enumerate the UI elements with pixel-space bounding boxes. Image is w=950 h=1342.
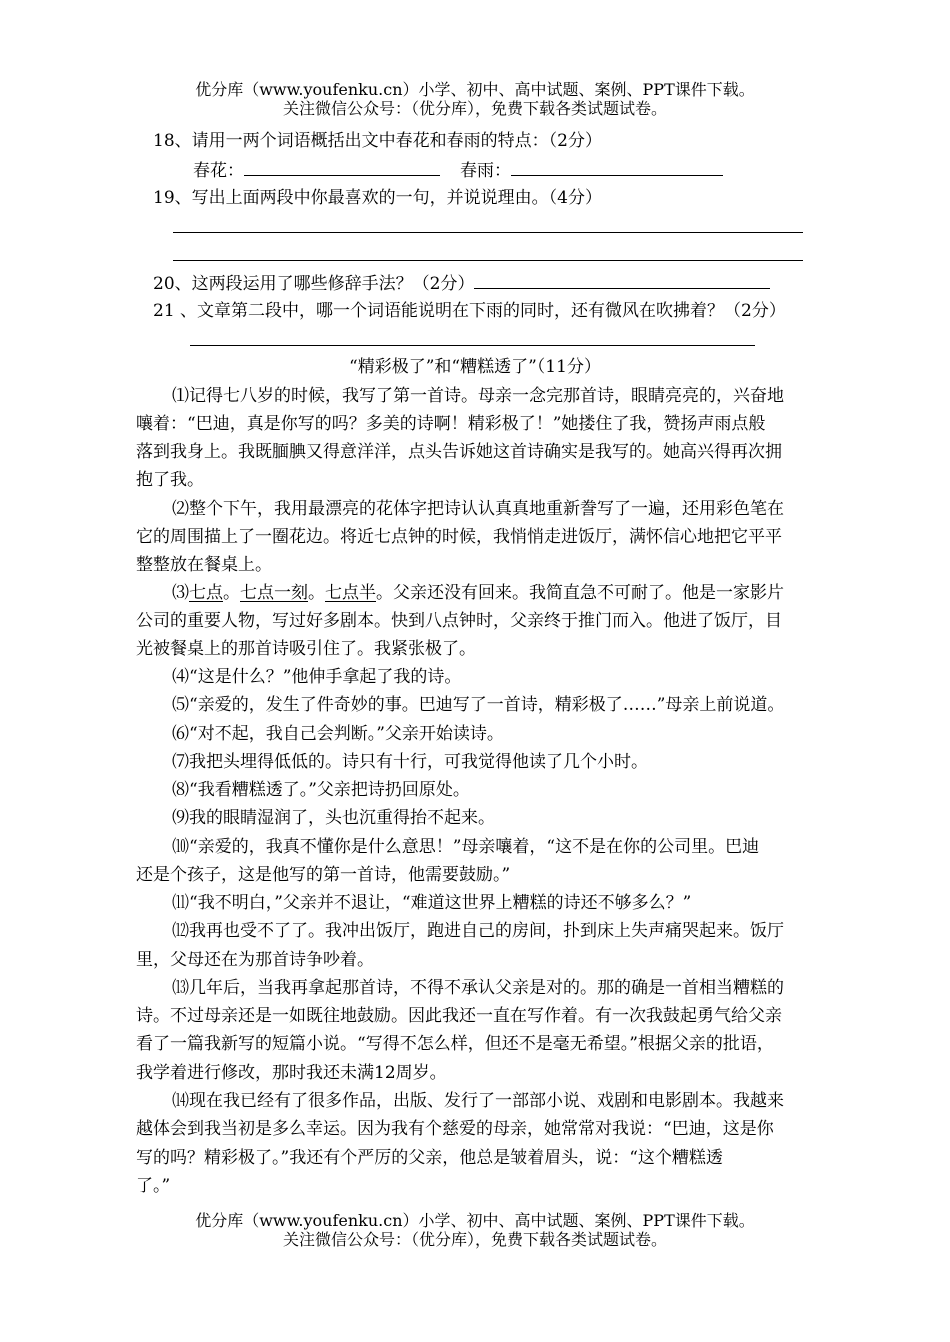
- p1-line-3: 落到我身上。我既腼腆又得意洋洋，点头告诉她这首诗确实是我写的。她高兴得再次拥: [136, 442, 782, 462]
- q18-flower-label: 春花：: [193, 161, 244, 181]
- q19-answer-line-2[interactable]: [173, 260, 803, 261]
- p3-sep-1: 。: [223, 583, 240, 603]
- p13-line-3: 看了一篇我新写的短篇小说。“写得不怎么样，但还不是毫无希望。”根据父亲的批语，: [136, 1034, 774, 1054]
- p6: ⑹“对不起，我自己会判断。”父亲开始读诗。: [172, 724, 504, 744]
- question-19: 19、写出上面两段中你最喜欢的一句，并说说理由。（4分）: [153, 188, 602, 208]
- q18-rain-blank[interactable]: [511, 158, 723, 176]
- p2-line-1: ⑵整个下午，我用最漂亮的花体字把诗认认真真地重新誊写了一遍，还用彩色笔在: [172, 499, 784, 519]
- p8: ⑻“我看糟糕透了。”父亲把诗扔回原处。: [172, 780, 470, 800]
- p12-line-2: 里，父母还在为那首诗争吵着。: [136, 950, 374, 970]
- p7: ⑺我把头埋得低低的。诗只有十行，可我觉得他读了几个小时。: [172, 752, 648, 772]
- p11: ⑾“我不明白，”父亲并不退让，“难道这世界上糟糕的诗还不够多么？”: [172, 893, 692, 913]
- p3-underlined-2: 七点一刻: [240, 583, 308, 603]
- p14-line-3: 写的吗？精彩极了。”我还有个严厉的父亲，他总是皱着眉头，说：“这个糟糕透: [136, 1148, 723, 1168]
- q20-row: [153, 271, 770, 296]
- question-18: 18、请用一两个词语概括出文中春花和春雨的特点：（2分）: [153, 131, 602, 151]
- p14-line-4: 了。”: [136, 1176, 171, 1196]
- p3-line-1: [172, 581, 784, 605]
- p2-line-3: 整整放在餐桌上。: [136, 555, 272, 575]
- q21-answer-line[interactable]: [190, 345, 755, 346]
- p10-line-1: ⑽“亲爱的，我真不懂你是什么意思！”母亲嚷着，“这不是在你的公司里。巴迪: [172, 837, 760, 857]
- p3-prefix: ⑶: [172, 583, 189, 603]
- q18-answer-row: [193, 158, 723, 183]
- p5: ⑸“亲爱的，发生了件奇妙的事。巴迪写了一首诗，精彩极了……”母亲上前说道。: [172, 695, 785, 715]
- q20-answer-blank[interactable]: [474, 271, 770, 289]
- p13-line-1: ⒀几年后，当我再拿起那首诗，不得不承认父亲是对的。那的确是一首相当糟糕的: [172, 978, 784, 998]
- p1-line-1: ⑴记得七八岁的时候，我写了第一首诗。母亲一念完那首诗，眼睛亮亮的，兴奋地: [172, 386, 784, 406]
- p14-line-2: 越体会到我当初是多么幸运。因为我有个慈爱的母亲，她常常对我说：“巴迪，这是你: [136, 1119, 774, 1139]
- article-title: “精彩极了”和“糟糕透了”（11分）: [349, 357, 601, 377]
- p1-line-2: 嚷着：“巴迪，真是你写的吗？多美的诗啊！精彩极了！”她搂住了我，赞扬声雨点般: [136, 414, 766, 434]
- header-line-2: 关注微信公众号：（优分库），免费下载各类试题试卷。: [282, 99, 667, 118]
- p13-line-4: 我学着进行修改，那时我还未满12周岁。: [136, 1063, 447, 1083]
- question-20: 20、这两段运用了哪些修辞手法？（2分）: [153, 274, 475, 294]
- p9: ⑼我的眼睛湿润了，头也沉重得抬不起来。: [172, 808, 495, 828]
- p3-underlined-1: 七点: [189, 583, 223, 603]
- footer-line-2: 关注微信公众号：（优分库），免费下载各类试题试卷。: [282, 1230, 667, 1249]
- p3-rest: 。父亲还没有回来。我简直急不可耐了。他是一家影片: [376, 583, 784, 603]
- p3-underlined-3: 七点半: [325, 583, 376, 603]
- q18-rain-label: 春雨：: [460, 161, 511, 181]
- p4: ⑷“这是什么？”他伸手拿起了我的诗。: [172, 667, 462, 687]
- q19-answer-line-1[interactable]: [173, 232, 803, 233]
- p14-line-1: ⒁现在我已经有了很多作品，出版、发行了一部部小说、戏剧和电影剧本。我越来: [172, 1091, 784, 1111]
- header-line-1: 优分库（www.youfenku.cn）小学、初中、高中试题、案例、PPT课件下载。: [195, 80, 755, 99]
- question-21: 21 、文章第二段中，哪一个词语能说明在下雨的同时，还有微风在吹拂着？（2分）: [153, 301, 786, 321]
- p3-line-3: 光被餐桌上的那首诗吸引住了。我紧张极了。: [136, 639, 476, 659]
- p3-sep-2: 。: [308, 583, 325, 603]
- footer-line-1: 优分库（www.youfenku.cn）小学、初中、高中试题、案例、PPT课件下载。: [195, 1211, 755, 1230]
- p3-line-2: 公司的重要人物，写过好多剧本。快到八点钟时，父亲终于推门而入。他进了饭厅，目: [136, 611, 782, 631]
- p1-line-4: 抱了我。: [136, 470, 204, 490]
- p10-line-2: 还是个孩子，这是他写的第一首诗，他需要鼓励。”: [136, 865, 511, 885]
- p13-line-2: 诗。不过母亲还是一如既往地鼓励。因此我还一直在写作着。有一次我鼓起勇气给父亲: [136, 1006, 782, 1026]
- p2-line-2: 它的周围描上了一圈花边。将近七点钟的时候，我悄悄走进饭厅，满怀信心地把它平平: [136, 527, 782, 547]
- q18-flower-blank[interactable]: [244, 158, 440, 176]
- p12-line-1: ⑿我再也受不了了。我冲出饭厅，跑进自己的房间，扑到床上失声痛哭起来。饭厅: [172, 921, 784, 941]
